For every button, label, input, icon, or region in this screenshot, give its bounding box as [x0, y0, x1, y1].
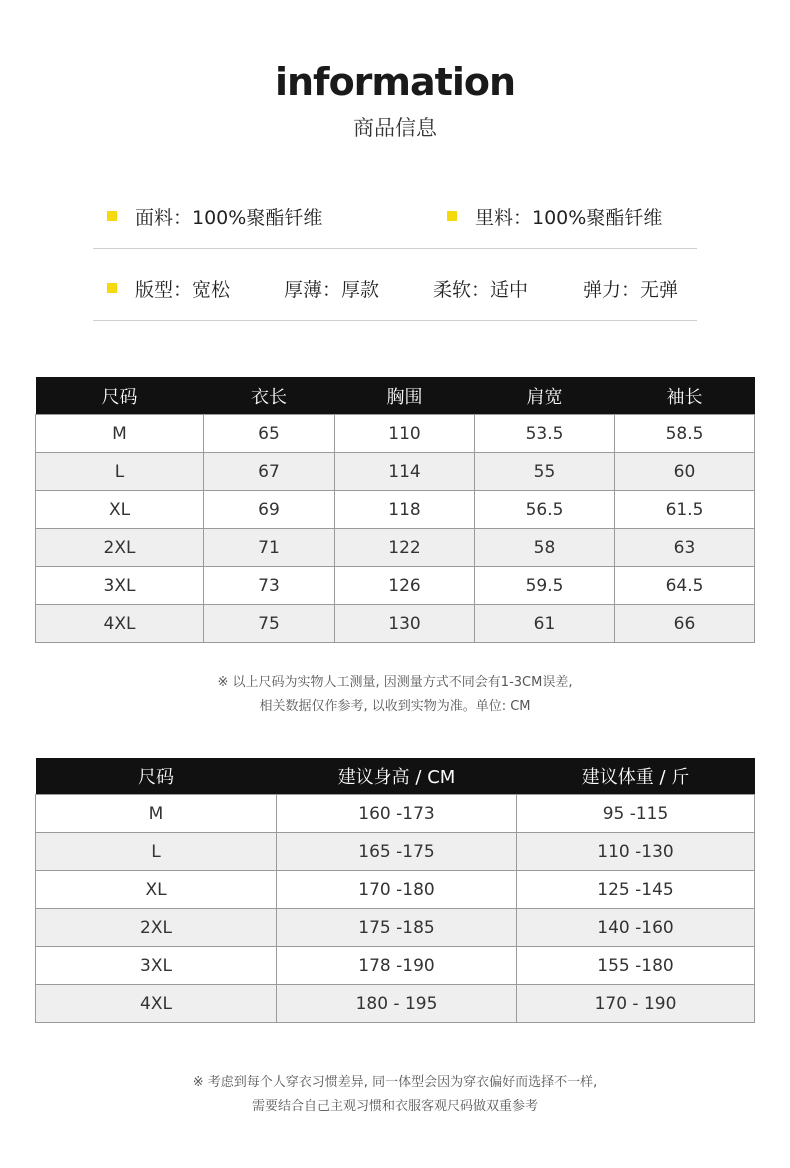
spec-elasticity-label: 弹力：无弹 [583, 278, 679, 301]
table-cell: 63 [615, 529, 755, 567]
table-row [36, 795, 755, 833]
table-cell: 61.5 [615, 491, 755, 529]
header-height: 建议身高 / CM [277, 758, 517, 795]
table-cell: 55 [475, 453, 615, 491]
table-cell: 114 [335, 453, 475, 491]
size-note-line: 相关数据仅作参考, 以收到实物为准。单位: CM [259, 699, 531, 714]
table-cell: 110 -130 [517, 833, 755, 871]
header-size: 尺码 [36, 758, 277, 795]
recommendation-note [0, 1071, 790, 1119]
spec-row-fit [93, 268, 697, 308]
page-title: information [274, 60, 516, 104]
table-row [36, 871, 755, 909]
spec-softness-label: 柔软：适中 [433, 278, 529, 301]
table-cell: 95 -115 [517, 795, 755, 833]
spec-fabric-label: 面料：100%聚酯钎维 [135, 206, 323, 229]
table-cell: XL [36, 491, 204, 529]
table-row [36, 453, 755, 491]
table-cell: 73 [204, 567, 335, 605]
table-cell: 53.5 [475, 415, 615, 453]
header-sleeve: 袖长 [615, 377, 755, 415]
spec-divider [93, 320, 697, 321]
table-row [36, 909, 755, 947]
table-cell: 126 [335, 567, 475, 605]
table-row [36, 567, 755, 605]
table-cell: 71 [204, 529, 335, 567]
recommendation-table-header [36, 758, 755, 795]
table-row [36, 415, 755, 453]
table-cell: 170 - 190 [517, 985, 755, 1023]
table-cell: 67 [204, 453, 335, 491]
header-size: 尺码 [36, 377, 204, 415]
table-cell: 4XL [36, 985, 277, 1023]
spec-thickness-label: 厚薄：厚款 [284, 278, 380, 301]
table-cell: 69 [204, 491, 335, 529]
spec-fit-label: 版型：宽松 [135, 278, 231, 301]
size-note-line: ※ 以上尺码为实物人工测量, 因测量方式不同会有1-3CM误差, [217, 675, 573, 690]
page-subtitle: 商品信息 [353, 116, 437, 140]
table-cell: 61 [475, 605, 615, 643]
table-cell: 75 [204, 605, 335, 643]
recommendation-note-line: 需要结合自己主观习惯和衣服客观尺码做双重参考 [251, 1099, 538, 1114]
bullet-square-icon [107, 283, 117, 293]
spec-divider [93, 248, 697, 249]
table-cell: 3XL [36, 947, 277, 985]
table-cell: 118 [335, 491, 475, 529]
table-cell: 178 -190 [277, 947, 517, 985]
spec-row-fabric [93, 196, 697, 236]
spec-item-thickness [284, 275, 379, 302]
table-cell: 165 -175 [277, 833, 517, 871]
table-cell: 65 [204, 415, 335, 453]
size-note [0, 671, 790, 719]
spec-item-fabric [107, 203, 322, 230]
bullet-square-icon [447, 211, 457, 221]
table-cell: XL [36, 871, 277, 909]
table-cell: M [36, 795, 277, 833]
table-cell: L [36, 833, 277, 871]
table-row [36, 491, 755, 529]
table-cell: 2XL [36, 529, 204, 567]
table-cell: 180 - 195 [277, 985, 517, 1023]
header-length: 衣长 [204, 377, 335, 415]
spec-item-lining [447, 203, 662, 230]
table-cell: 122 [335, 529, 475, 567]
table-cell: 130 [335, 605, 475, 643]
spec-item-fit [107, 275, 230, 302]
table-row [36, 947, 755, 985]
table-cell: 60 [615, 453, 755, 491]
table-cell: 170 -180 [277, 871, 517, 909]
header-chest: 胸围 [335, 377, 475, 415]
table-row [36, 833, 755, 871]
recommendation-table [35, 758, 755, 1023]
table-cell: 110 [335, 415, 475, 453]
table-row [36, 529, 755, 567]
spec-item-elasticity [583, 275, 678, 302]
spec-lining-label: 里料：100%聚酯钎维 [475, 206, 663, 229]
header-shoulder: 肩宽 [475, 377, 615, 415]
table-cell: 175 -185 [277, 909, 517, 947]
table-row [36, 985, 755, 1023]
table-cell: 140 -160 [517, 909, 755, 947]
table-cell: L [36, 453, 204, 491]
table-cell: 2XL [36, 909, 277, 947]
table-cell: 56.5 [475, 491, 615, 529]
table-cell: 58.5 [615, 415, 755, 453]
table-cell: M [36, 415, 204, 453]
table-cell: 4XL [36, 605, 204, 643]
recommendation-note-line: ※ 考虑到每个人穿衣习惯差异, 同一体型会因为穿衣偏好而选择不一样, [192, 1075, 598, 1090]
size-table [35, 377, 755, 643]
size-table-header [36, 377, 755, 415]
table-cell: 66 [615, 605, 755, 643]
table-cell: 3XL [36, 567, 204, 605]
table-cell: 155 -180 [517, 947, 755, 985]
table-row [36, 605, 755, 643]
table-cell: 125 -145 [517, 871, 755, 909]
bullet-square-icon [107, 211, 117, 221]
table-cell: 59.5 [475, 567, 615, 605]
spec-item-softness [433, 275, 528, 302]
table-cell: 58 [475, 529, 615, 567]
table-cell: 160 -173 [277, 795, 517, 833]
table-cell: 64.5 [615, 567, 755, 605]
header-weight: 建议体重 / 斤 [517, 758, 755, 795]
